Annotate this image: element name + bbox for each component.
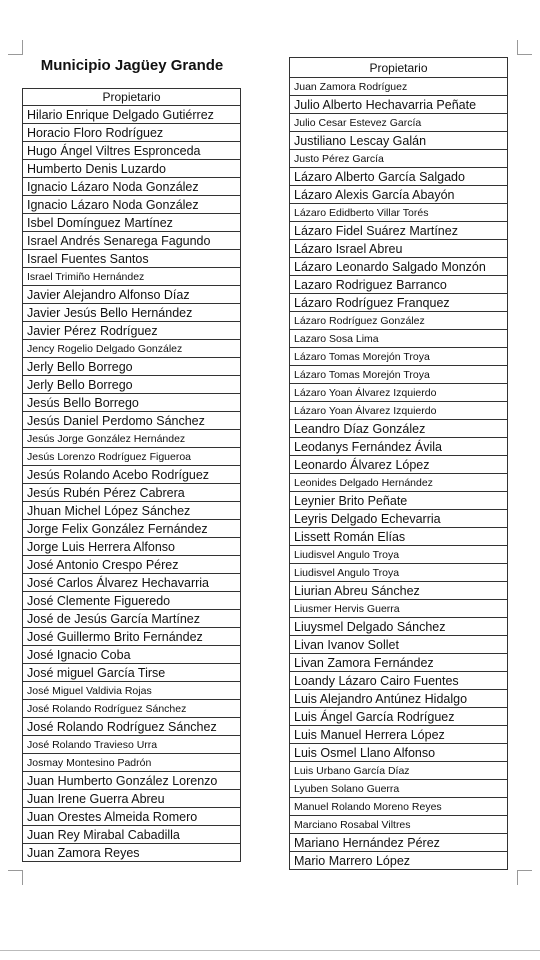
page-title: Municipio Jagüey Grande xyxy=(40,57,224,74)
table-row xyxy=(290,726,508,744)
owner-name-cell: Israel Andrés Senarega Fagundo xyxy=(23,232,241,250)
table-row xyxy=(23,682,241,700)
left-owner-table xyxy=(22,88,241,862)
table-row xyxy=(290,96,508,114)
table-row xyxy=(23,718,241,736)
crop-mark-bottom-right xyxy=(517,870,532,885)
owner-name-cell: Juan Orestes Almeida Romero xyxy=(23,808,241,826)
table-row xyxy=(23,844,241,862)
owner-name-cell: Lázaro Edidberto Villar Torés xyxy=(290,204,508,222)
owner-name-cell: Lázaro Israel Abreu xyxy=(290,240,508,258)
table-row xyxy=(23,592,241,610)
owner-name-cell: Jesús Rolando Acebo Rodríguez xyxy=(23,466,241,484)
table-row xyxy=(290,294,508,312)
owner-name-cell: Livan Zamora Fernández xyxy=(290,654,508,672)
owner-name-cell: Lázaro Fidel Suárez Martínez xyxy=(290,222,508,240)
owner-name-cell: Jesús Jorge González Hernández xyxy=(23,430,241,448)
crop-mark-top-right xyxy=(517,40,532,55)
owner-name-cell: Loandy Lázaro Cairo Fuentes xyxy=(290,672,508,690)
owner-name-cell: Liurian Abreu Sánchez xyxy=(290,582,508,600)
table-row xyxy=(290,672,508,690)
table-row xyxy=(290,456,508,474)
owner-name-cell: Juan Zamora Rodríguez xyxy=(290,78,508,96)
owner-name-cell: Lyuben Solano Guerra xyxy=(290,780,508,798)
table-row xyxy=(290,384,508,402)
owner-name-cell: José Antonio Crespo Pérez xyxy=(23,556,241,574)
owner-name-cell: José Ignacio Coba xyxy=(23,646,241,664)
table-row xyxy=(290,834,508,852)
table-row xyxy=(23,160,241,178)
owner-name-cell: Juan Rey Mirabal Cabadilla xyxy=(23,826,241,844)
table-row xyxy=(23,430,241,448)
owner-name-cell: Jhuan Michel López Sánchez xyxy=(23,502,241,520)
table-row xyxy=(23,628,241,646)
table-row xyxy=(23,646,241,664)
table-row xyxy=(23,790,241,808)
table-row xyxy=(23,754,241,772)
table-row xyxy=(23,142,241,160)
owner-name-cell: Jency Rogelio Delgado González xyxy=(23,340,241,358)
table-row xyxy=(290,186,508,204)
table-row xyxy=(23,808,241,826)
table-header-row xyxy=(23,89,241,106)
table-row xyxy=(290,222,508,240)
table-row xyxy=(290,276,508,294)
owner-name-cell: Lázaro Leonardo Salgado Monzón xyxy=(290,258,508,276)
owner-name-cell: Leonardo Álvarez López xyxy=(290,456,508,474)
table-row xyxy=(23,574,241,592)
table-row xyxy=(290,582,508,600)
owner-name-cell: Lázaro Alberto García Salgado xyxy=(290,168,508,186)
left-table-body xyxy=(23,106,241,862)
table-row xyxy=(290,420,508,438)
table-row xyxy=(290,492,508,510)
owner-name-cell: Luis Ángel García Rodríguez xyxy=(290,708,508,726)
owner-name-cell: Jesús Bello Borrego xyxy=(23,394,241,412)
table-row xyxy=(290,312,508,330)
table-row xyxy=(290,654,508,672)
owner-name-cell: Lázaro Alexis García Abayón xyxy=(290,186,508,204)
owner-name-cell: Liusmer Hervis Guerra xyxy=(290,600,508,618)
table-row xyxy=(23,664,241,682)
right-owner-table xyxy=(289,57,508,870)
table-row xyxy=(23,268,241,286)
owner-name-cell: Javier Alejandro Alfonso Díaz xyxy=(23,286,241,304)
owner-name-cell: Ignacio Lázaro Noda González xyxy=(23,178,241,196)
table-row xyxy=(23,286,241,304)
owner-name-cell: Jesús Lorenzo Rodríguez Figueroa xyxy=(23,448,241,466)
owner-name-cell: Jesús Rubén Pérez Cabrera xyxy=(23,484,241,502)
table-row xyxy=(23,412,241,430)
table-row xyxy=(290,744,508,762)
owner-name-cell: Ignacio Lázaro Noda González xyxy=(23,196,241,214)
owner-name-cell: Leandro Díaz González xyxy=(290,420,508,438)
table-row xyxy=(290,798,508,816)
owner-name-cell: Juan Humberto González Lorenzo xyxy=(23,772,241,790)
owner-name-cell: Marciano Rosabal Viltres xyxy=(290,816,508,834)
table-row xyxy=(290,636,508,654)
owner-name-cell: Julio Cesar Estevez García xyxy=(290,114,508,132)
owner-name-cell: José Rolando Travieso Urra xyxy=(23,736,241,754)
owner-name-cell: Juan Irene Guerra Abreu xyxy=(23,790,241,808)
owner-name-cell: Lázaro Rodríguez Franquez xyxy=(290,294,508,312)
owner-name-cell: José de Jesús García Martínez xyxy=(23,610,241,628)
table-header-row xyxy=(290,58,508,78)
table-row xyxy=(23,358,241,376)
owner-name-cell: Israel Fuentes Santos xyxy=(23,250,241,268)
table-row xyxy=(23,340,241,358)
table-row xyxy=(290,330,508,348)
owner-name-cell: Lázaro Yoan Álvarez Izquierdo xyxy=(290,402,508,420)
table-row xyxy=(23,304,241,322)
table-row xyxy=(290,510,508,528)
owner-name-cell: Lázaro Tomas Morejón Troya xyxy=(290,348,508,366)
owner-name-cell: José Clemente Figueredo xyxy=(23,592,241,610)
owner-name-cell: Manuel Rolando Moreno Reyes xyxy=(290,798,508,816)
table-row xyxy=(23,466,241,484)
owner-name-cell: Leynier Brito Peñate xyxy=(290,492,508,510)
table-row xyxy=(290,780,508,798)
table-row xyxy=(290,168,508,186)
owner-name-cell: Mario Marrero López xyxy=(290,852,508,870)
owner-name-cell: Julio Alberto Hechavarria Peñate xyxy=(290,96,508,114)
owner-name-cell: Lázaro Rodríguez González xyxy=(290,312,508,330)
owner-name-cell: Luis Urbano García Díaz xyxy=(290,762,508,780)
table-row xyxy=(23,502,241,520)
owner-name-cell: Isbel Domínguez Martínez xyxy=(23,214,241,232)
owner-name-cell: Justiliano Lescay Galán xyxy=(290,132,508,150)
table-row xyxy=(23,178,241,196)
table-row xyxy=(23,214,241,232)
owner-name-cell: Jerly Bello Borrego xyxy=(23,358,241,376)
table-row xyxy=(290,600,508,618)
owner-name-cell: Jorge Luis Herrera Alfonso xyxy=(23,538,241,556)
table-row xyxy=(290,708,508,726)
owner-name-cell: Horacio Floro Rodríguez xyxy=(23,124,241,142)
table-row xyxy=(290,564,508,582)
table-row xyxy=(290,240,508,258)
table-row xyxy=(23,322,241,340)
table-row xyxy=(23,394,241,412)
owner-name-cell: Lázaro Tomas Morejón Troya xyxy=(290,366,508,384)
owner-name-cell: Justo Pérez García xyxy=(290,150,508,168)
table-row xyxy=(290,852,508,870)
table-row xyxy=(23,556,241,574)
column-header-owner: Propietario xyxy=(23,89,241,106)
owner-name-cell: Lazaro Rodriguez Barranco xyxy=(290,276,508,294)
table-row xyxy=(23,376,241,394)
owner-name-cell: Hilario Enrique Delgado Gutiérrez xyxy=(23,106,241,124)
table-row xyxy=(290,618,508,636)
owner-name-cell: Liudisvel Angulo Troya xyxy=(290,564,508,582)
crop-mark-bottom-left xyxy=(8,870,23,885)
table-row xyxy=(23,106,241,124)
owner-name-cell: Javier Jesús Bello Hernández xyxy=(23,304,241,322)
owner-name-cell: José Rolando Rodríguez Sánchez xyxy=(23,718,241,736)
owner-name-cell: Lázaro Yoan Álvarez Izquierdo xyxy=(290,384,508,402)
table-row xyxy=(290,132,508,150)
table-row xyxy=(290,690,508,708)
table-row xyxy=(290,204,508,222)
table-row xyxy=(290,114,508,132)
table-row xyxy=(23,538,241,556)
owner-name-cell: Lazaro Sosa Lima xyxy=(290,330,508,348)
owner-name-cell: Javier Pérez Rodríguez xyxy=(23,322,241,340)
table-row xyxy=(290,474,508,492)
owner-name-cell: Humberto Denis Luzardo xyxy=(23,160,241,178)
owner-name-cell: Lissett Román Elías xyxy=(290,528,508,546)
table-row xyxy=(23,232,241,250)
table-row xyxy=(290,438,508,456)
table-row xyxy=(23,196,241,214)
owner-name-cell: Leonides Delgado Hernández xyxy=(290,474,508,492)
owner-name-cell: Jerly Bello Borrego xyxy=(23,376,241,394)
table-row xyxy=(23,484,241,502)
table-row xyxy=(23,250,241,268)
table-row xyxy=(290,402,508,420)
table-row xyxy=(23,772,241,790)
owner-name-cell: José Guillermo Brito Fernández xyxy=(23,628,241,646)
table-row xyxy=(290,762,508,780)
owner-name-cell: Israel Trimiño Hernández xyxy=(23,268,241,286)
table-row xyxy=(290,816,508,834)
owner-name-cell: Jesús Daniel Perdomo Sánchez xyxy=(23,412,241,430)
table-row xyxy=(290,528,508,546)
owner-name-cell: José Rolando Rodríguez Sánchez xyxy=(23,700,241,718)
column-header-owner: Propietario xyxy=(290,58,508,78)
table-row xyxy=(290,258,508,276)
owner-name-cell: Hugo Ángel Viltres Espronceda xyxy=(23,142,241,160)
table-row xyxy=(290,546,508,564)
table-row xyxy=(290,78,508,96)
owner-name-cell: Luis Manuel Herrera López xyxy=(290,726,508,744)
owner-name-cell: Leodanys Fernández Ávila xyxy=(290,438,508,456)
owner-name-cell: Juan Zamora Reyes xyxy=(23,844,241,862)
table-row xyxy=(23,448,241,466)
table-row xyxy=(290,366,508,384)
owner-name-cell: Liuysmel Delgado Sánchez xyxy=(290,618,508,636)
owner-name-cell: Mariano Hernández Pérez xyxy=(290,834,508,852)
table-row xyxy=(23,610,241,628)
owner-name-cell: José miguel García Tirse xyxy=(23,664,241,682)
owner-name-cell: José Miguel Valdivia Rojas xyxy=(23,682,241,700)
table-row xyxy=(290,348,508,366)
owner-name-cell: Liudisvel Angulo Troya xyxy=(290,546,508,564)
right-table-body xyxy=(290,78,508,870)
owner-name-cell: Luis Alejandro Antúnez Hidalgo xyxy=(290,690,508,708)
table-row xyxy=(23,736,241,754)
table-row xyxy=(23,520,241,538)
owner-name-cell: Jorge Felix González Fernández xyxy=(23,520,241,538)
table-row xyxy=(23,826,241,844)
table-row xyxy=(23,124,241,142)
table-row xyxy=(290,150,508,168)
crop-mark-top-left xyxy=(8,40,23,55)
owner-name-cell: Leyris Delgado Echevarria xyxy=(290,510,508,528)
owner-name-cell: Luis Osmel Llano Alfonso xyxy=(290,744,508,762)
owner-name-cell: Livan Ivanov Sollet xyxy=(290,636,508,654)
page-divider xyxy=(0,950,540,951)
table-row xyxy=(23,700,241,718)
owner-name-cell: Josmay Montesino Padrón xyxy=(23,754,241,772)
owner-name-cell: José Carlos Álvarez Hechavarria xyxy=(23,574,241,592)
